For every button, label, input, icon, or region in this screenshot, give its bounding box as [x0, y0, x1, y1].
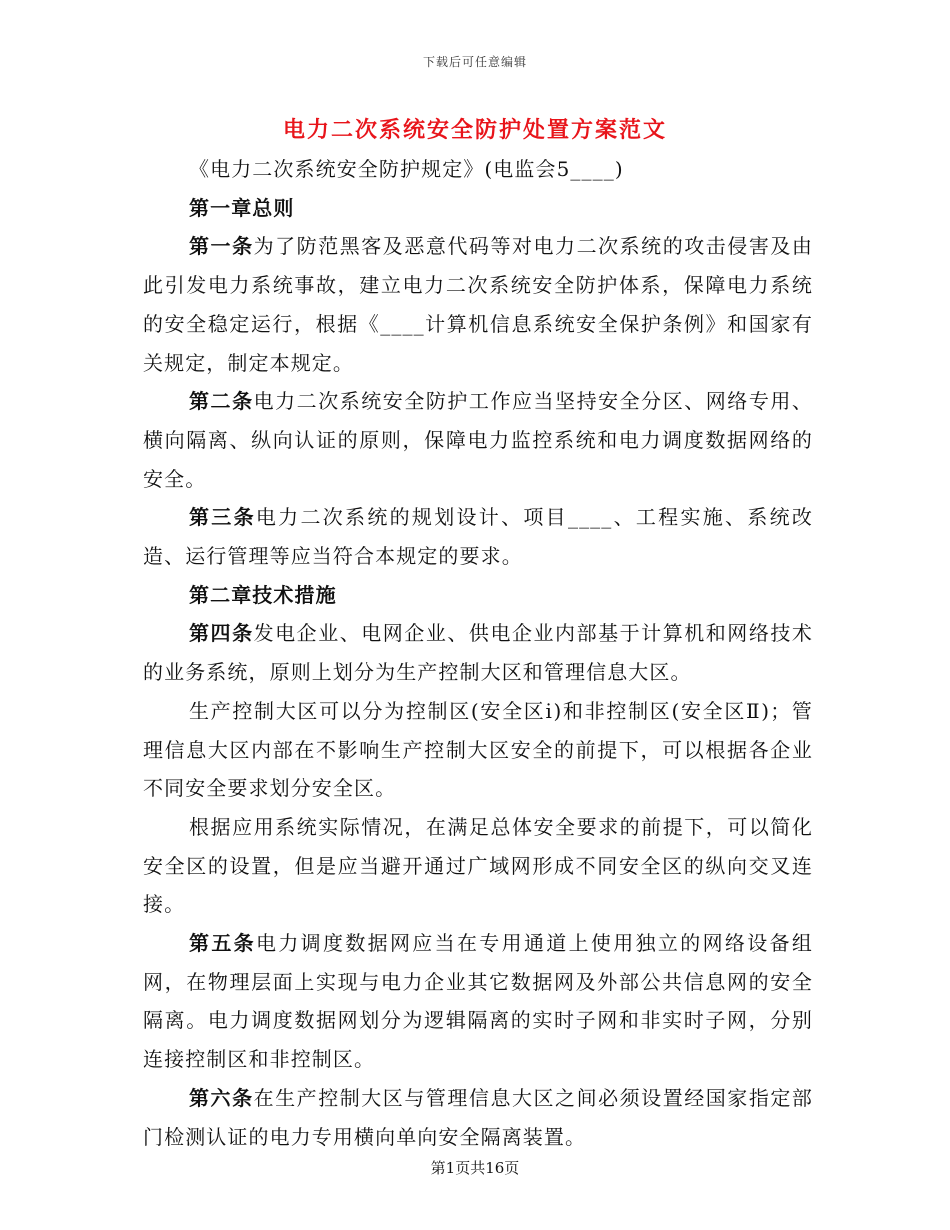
chapter-heading-2: 第二章技术措施 [189, 582, 337, 607]
article-text: 电力调度数据网应当在专用通道上使用独立的网络设备组网，在物理层面上实现与电力企业其它数据网及外部公共信息网的安全隔离。电力调度数据网划分为逻辑隔离的实时子网和非实时子网，分别连接控制区和非控制区。 [143, 931, 813, 1072]
chapter-heading-1: 第一章总则 [189, 195, 295, 220]
page-number-footer: 第1页共16页 [430, 1159, 520, 1177]
document-body [143, 150, 813, 1156]
article-number: 第四条 [189, 621, 254, 646]
article-number: 第五条 [189, 931, 256, 956]
document-title: 电力二次系统安全防护处置方案范文 [282, 118, 667, 143]
article-1 [143, 227, 813, 382]
article-number: 第六条 [189, 1085, 254, 1110]
article-number: 第一条 [189, 234, 254, 259]
page-header-note: 下载后可任意编辑 [422, 55, 527, 69]
paragraph: 生产控制大区可以分为控制区(安全区ⅰ)和非控制区(安全区Ⅱ)；管理信息大区内部在不影响生产控制大区安全的前提下，可以根据各企业不同安全要求划分安全区。 [143, 698, 813, 801]
article-2 [143, 382, 813, 498]
paragraph: 根据应用系统实际情况，在满足总体安全要求的前提下，可以简化安全区的设置，但是应当避开通过广域网形成不同安全区的纵向交叉连接。 [143, 814, 813, 917]
article-4 [143, 614, 813, 691]
article-3 [143, 498, 813, 575]
article-6 [143, 1079, 813, 1156]
article-text: 电力二次系统安全防护工作应当坚持安全分区、网络专用、横向隔离、纵向认证的原则，保障电力监控系统和电力调度数据网络的安全。 [143, 389, 813, 491]
article-text: 电力二次系统的规划设计、项目____、工程实施、系统改造、运行管理等应当符合本规定的要求。 [143, 505, 813, 569]
article-text: 为了防范黑客及恶意代码等对电力二次系统的攻击侵害及由此引发电力系统事故，建立电力二次系统安全防护体系，保障电力系统的安全稳定运行，根据《____计算机信息系统安全保护条例》和国家有关规定，制定本规定。 [143, 234, 813, 375]
article-text: 发电企业、电网企业、供电企业内部基于计算机和网络技术的业务系统，原则上划分为生产控制大区和管理信息大区。 [143, 621, 813, 685]
article-number: 第三条 [189, 505, 256, 530]
article-5 [143, 924, 813, 1079]
article-number: 第二条 [189, 389, 254, 414]
regulation-reference: 《电力二次系统安全防护规定》(电监会5____) [189, 157, 624, 181]
article-text: 在生产控制大区与管理信息大区之间必须设置经国家指定部门检测认证的电力专用横向单向安全隔离装置。 [143, 1085, 813, 1149]
